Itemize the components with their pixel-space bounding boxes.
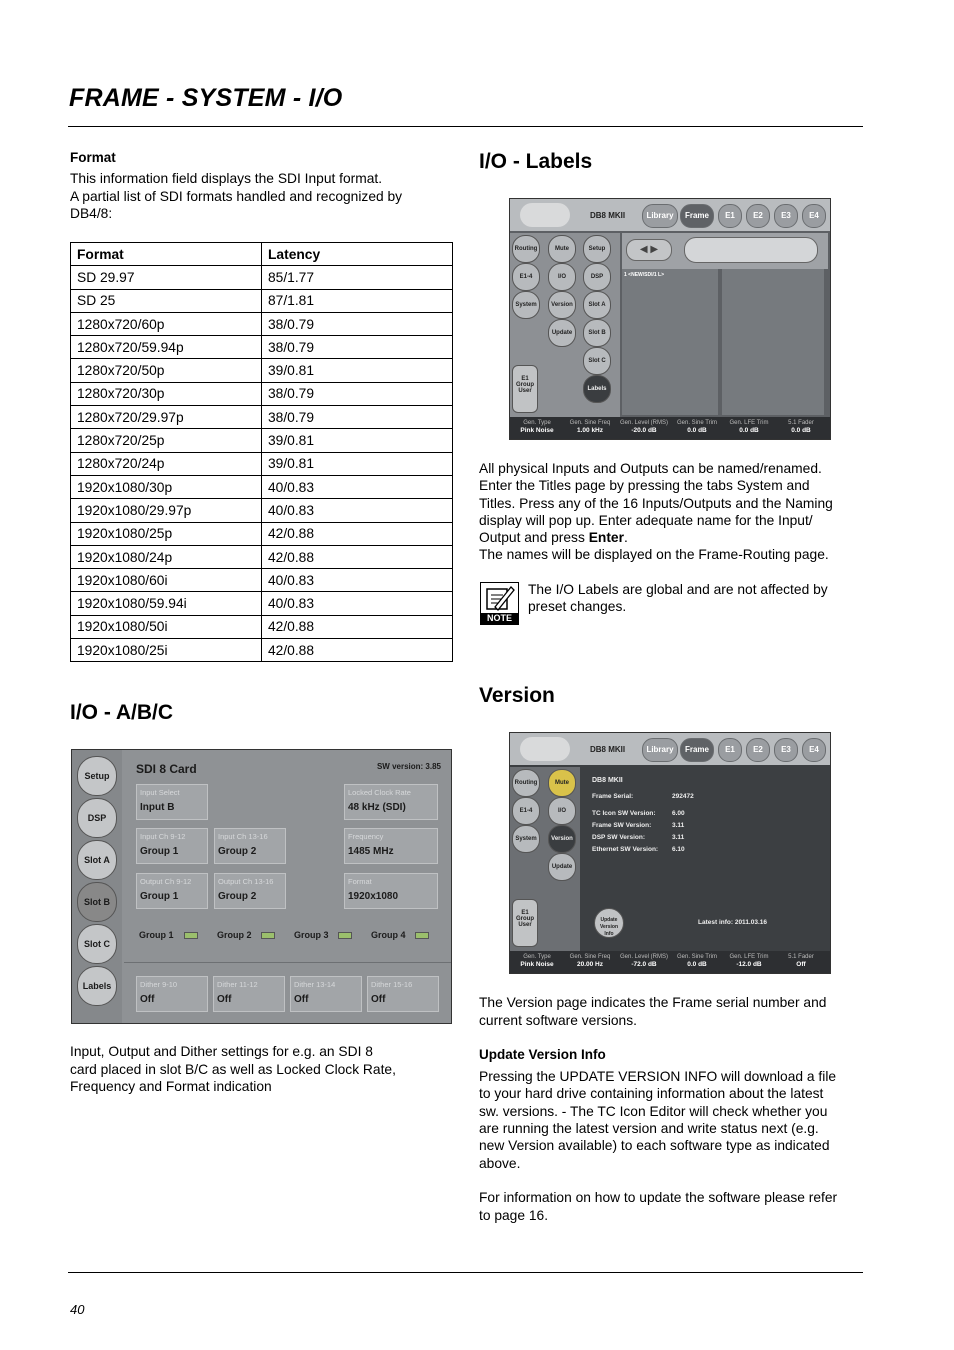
- tab-e2[interactable]: E2: [746, 204, 770, 228]
- sdi-card-screenshot: [71, 749, 452, 1024]
- table-row: [71, 615, 453, 638]
- latency-cell: 39/0.81: [262, 429, 453, 452]
- eth-sw-value: 6.10: [672, 846, 685, 853]
- tab-e3[interactable]: E3: [774, 204, 798, 228]
- table-row: [71, 382, 453, 405]
- refer-text-2: to page 16.: [479, 1208, 549, 1223]
- latency-cell: 87/1.81: [262, 289, 453, 312]
- tab-e4[interactable]: E4: [802, 204, 826, 228]
- setup-button[interactable]: Setup: [583, 235, 611, 263]
- input-select-field[interactable]: Input Select Input B: [136, 784, 208, 820]
- dsp-button[interactable]: DSP: [583, 263, 611, 291]
- labels-button[interactable]: Labels: [583, 375, 611, 403]
- top-rule: [68, 126, 863, 127]
- dither-15-16-field[interactable]: Dither 15-16 Off: [367, 976, 439, 1012]
- abc-caption-2: card placed in slot B/C as well as Locked Clock Rate,: [70, 1062, 396, 1077]
- frame-sw-value: 3.11: [672, 822, 685, 829]
- e1-4-button[interactable]: E1-4: [512, 263, 540, 291]
- dsp-sw-label: DSP SW Version:: [592, 834, 645, 841]
- tab-frame[interactable]: Frame: [680, 738, 714, 762]
- format-text-3: DB4/8:: [70, 206, 113, 221]
- io-button[interactable]: I/O: [548, 263, 576, 291]
- update-button[interactable]: Update: [548, 853, 576, 881]
- footer-sine-freq: Gen. Sine Freq 1.00 kHz: [569, 420, 611, 434]
- footer-sine-freq: Gen. Sine Freq 20.00 Hz: [569, 954, 611, 968]
- outputs-list[interactable]: [722, 269, 824, 415]
- format-cell: 1920x1080/24p: [71, 545, 262, 568]
- name-input[interactable]: [684, 237, 818, 263]
- user-box[interactable]: E1 Group User: [512, 899, 538, 947]
- latency-cell: 39/0.81: [262, 452, 453, 475]
- table-row: [71, 569, 453, 592]
- latest-info: Latest info: 2011.03.16: [698, 919, 768, 926]
- abc-caption-1: Input, Output and Dither settings for e.g. an SDI 8: [70, 1044, 373, 1059]
- latency-cell: 38/0.79: [262, 406, 453, 429]
- labels-side: [510, 233, 620, 417]
- abc-heading: I/O - A/B/C: [70, 701, 174, 724]
- format-display: Format 1920x1080: [344, 873, 438, 909]
- tc-logo: [520, 203, 570, 227]
- footer-level: Gen. Level (RMS) -72.0 dB: [619, 954, 668, 968]
- input-ch-13-16-field[interactable]: Input Ch 13-16 Group 2: [214, 828, 286, 864]
- user-box[interactable]: E1 Group User: [512, 365, 538, 413]
- group-3-label: Group 3: [294, 930, 329, 940]
- footer-level: Gen. Level (RMS) -20.0 dB: [619, 420, 668, 434]
- table-row: [71, 592, 453, 615]
- group-1-label: Group 1: [139, 930, 174, 940]
- pencil-icon: [481, 583, 518, 613]
- bottom-rule: [68, 1272, 863, 1273]
- footer-sine-trim: Gen. Sine Trim 0.0 dB: [676, 954, 717, 968]
- labels-screenshot: [509, 198, 831, 440]
- update-version-info-button[interactable]: Update Version Info: [594, 908, 624, 938]
- frame-sw-label: Frame SW Version:: [592, 822, 652, 829]
- frequency-display: Frequency 1485 MHz: [344, 828, 438, 864]
- update-text-2: to your hard drive containing information about the latest: [479, 1086, 824, 1101]
- format-cell: 1920x1080/29.97p: [71, 499, 262, 522]
- table-row: [71, 289, 453, 312]
- latency-cell: 42/0.88: [262, 615, 453, 638]
- frame-serial-label: Frame Serial:: [592, 793, 634, 800]
- table-row: [71, 429, 453, 452]
- routing-button[interactable]: Routing: [512, 769, 540, 797]
- latency-cell: 42/0.88: [262, 545, 453, 568]
- tab-frame[interactable]: Frame: [680, 204, 714, 228]
- group-2-label: Group 2: [217, 930, 252, 940]
- format-cell: 1280x720/24p: [71, 452, 262, 475]
- labels-button[interactable]: Labels: [77, 966, 117, 1006]
- format-cell: 1920x1080/60i: [71, 569, 262, 592]
- tab-e1[interactable]: E1: [718, 204, 742, 228]
- table-row: [71, 312, 453, 335]
- labels-para-4: display will pop up. Enter adequate name for the Input/: [479, 513, 813, 528]
- latency-cell: 40/0.83: [262, 475, 453, 498]
- format-cell: 1920x1080/59.94i: [71, 592, 262, 615]
- latency-cell: 40/0.83: [262, 592, 453, 615]
- footer-sine-trim: Gen. Sine Trim 0.0 dB: [676, 420, 717, 434]
- slot-c-button[interactable]: Slot C: [583, 347, 611, 375]
- note-label: NOTE: [481, 613, 518, 624]
- labels-para-6: The names will be displayed on the Frame-Routing page.: [479, 547, 829, 562]
- format-cell: 1920x1080/25p: [71, 522, 262, 545]
- group-2-led: [261, 932, 275, 939]
- table-row: [71, 499, 453, 522]
- latency-cell: 38/0.79: [262, 312, 453, 335]
- arrow-buttons[interactable]: ◀ ▶: [626, 239, 672, 261]
- name-entry-area: [622, 233, 828, 269]
- version-para-2: current software versions.: [479, 1013, 637, 1028]
- format-cell: 1920x1080/30p: [71, 475, 262, 498]
- labels-topbar: [510, 199, 830, 231]
- tab-e4[interactable]: E4: [802, 738, 826, 762]
- latency-cell: 85/1.77: [262, 266, 453, 289]
- slot-a-button[interactable]: Slot A: [77, 840, 117, 880]
- version-title: DB8 MKII: [592, 777, 623, 784]
- routing-button[interactable]: Routing: [512, 235, 540, 263]
- divider: [124, 962, 451, 963]
- device-name: DB8 MKII: [590, 745, 626, 754]
- tc-logo: [520, 737, 570, 761]
- table-row: [71, 359, 453, 382]
- format-cell: 1920x1080/50i: [71, 615, 262, 638]
- system-button[interactable]: System: [512, 825, 540, 853]
- system-button[interactable]: System: [512, 291, 540, 319]
- slot-c-button[interactable]: Slot C: [77, 924, 117, 964]
- labels-para-5: Output and press Enter.: [479, 530, 628, 545]
- format-cell: 1280x720/30p: [71, 382, 262, 405]
- dither-11-12-field[interactable]: Dither 11-12 Off: [213, 976, 285, 1012]
- table-row: [71, 522, 453, 545]
- format-text-2: A partial list of SDI formats handled and recognized by: [70, 189, 403, 204]
- latency-cell: 42/0.88: [262, 639, 453, 662]
- format-cell: 1920x1080/25i: [71, 639, 262, 662]
- output-ch-13-16-field[interactable]: Output Ch 13-16 Group 2: [214, 873, 286, 909]
- footer-fader: 5.1 Fader 0.0 dB: [788, 420, 814, 434]
- labels-para-1: All physical Inputs and Outputs can be named/renamed.: [479, 461, 822, 476]
- latency-cell: 38/0.79: [262, 382, 453, 405]
- latency-cell: 40/0.83: [262, 569, 453, 592]
- format-cell: 1280x720/25p: [71, 429, 262, 452]
- io-button[interactable]: I/O: [548, 797, 576, 825]
- refer-text-1: For information on how to update the software please refer: [479, 1190, 838, 1205]
- table-row: [71, 545, 453, 568]
- locked-clock-display: Locked Clock Rate 48 kHz (SDI): [344, 784, 438, 820]
- tc-icon-label: TC Icon SW Version:: [592, 810, 656, 817]
- footer-lfe-trim: Gen. LFE Trim 0.0 dB: [729, 420, 769, 434]
- group-4-label: Group 4: [371, 930, 406, 940]
- table-row: [71, 266, 453, 289]
- group-1-led: [184, 932, 198, 939]
- tab-e2[interactable]: E2: [746, 738, 770, 762]
- version-footer: [510, 951, 830, 973]
- update-text-1: Pressing the UPDATE VERSION INFO will download a file: [479, 1069, 837, 1084]
- format-cell: SD 29.97: [71, 266, 262, 289]
- tab-e1[interactable]: E1: [718, 738, 742, 762]
- dither-13-14-field[interactable]: Dither 13-14 Off: [290, 976, 362, 1012]
- input-ch-9-12-field[interactable]: Input Ch 9-12 Group 1: [136, 828, 208, 864]
- dsp-button[interactable]: DSP: [77, 798, 117, 838]
- tab-e3[interactable]: E3: [774, 738, 798, 762]
- inputs-list[interactable]: [622, 269, 718, 415]
- table-row: [71, 475, 453, 498]
- eth-sw-label: Ethernet SW Version:: [592, 846, 659, 853]
- note-icon: [480, 582, 519, 625]
- update-text-3: sw. versions. - The TC Icon Editor will check whether you: [479, 1104, 828, 1119]
- note-text-1: The I/O Labels are global and are not affected by: [528, 582, 828, 597]
- version-heading: Version: [479, 684, 555, 707]
- footer-fader: 5.1 Fader Off: [788, 954, 814, 968]
- tab-library[interactable]: Library: [642, 204, 678, 228]
- sw-version: SW version: 3.85: [376, 762, 441, 771]
- latency-cell: 40/0.83: [262, 499, 453, 522]
- setup-button[interactable]: Setup: [77, 756, 117, 796]
- dither-9-10-field[interactable]: Dither 9-10 Off: [136, 976, 208, 1012]
- sdi-side-panel: [72, 750, 122, 1023]
- table-row: [71, 452, 453, 475]
- latency-cell: 39/0.81: [262, 359, 453, 382]
- slot-b-button[interactable]: Slot B: [77, 882, 117, 922]
- abc-caption-3: Frequency and Format indication: [70, 1079, 272, 1094]
- column-header-latency: Latency: [262, 243, 453, 266]
- output-ch-9-12-field[interactable]: Output Ch 9-12 Group 1: [136, 873, 208, 909]
- update-button[interactable]: Update: [548, 319, 576, 347]
- version-side: [510, 767, 580, 951]
- device-name: DB8 MKII: [590, 211, 626, 220]
- table-row: [71, 639, 453, 662]
- mute-button[interactable]: Mute: [548, 235, 576, 263]
- latency-cell: 38/0.79: [262, 336, 453, 359]
- group-4-led: [415, 932, 429, 939]
- footer-gen-type: Gen. Type Pink Noise: [520, 420, 554, 434]
- format-cell: SD 25: [71, 289, 262, 312]
- column-header-format: Format: [71, 243, 262, 266]
- update-text-4: are running the latest version and write status next (e.g.: [479, 1121, 819, 1136]
- format-text-1: This information field displays the SDI Input format.: [70, 171, 383, 186]
- page-title: FRAME - SYSTEM - I/O: [69, 84, 343, 112]
- sdi-card-title: SDI 8 Card: [136, 762, 197, 776]
- format-heading: Format: [70, 150, 116, 165]
- latency-cell: 42/0.88: [262, 522, 453, 545]
- labels-para-2: Enter the Titles page by pressing the tabs System and: [479, 478, 810, 493]
- list-item[interactable]: 1 <NEW/SDI/1 L>: [624, 272, 665, 278]
- table-row: [71, 336, 453, 359]
- format-latency-table: [70, 242, 453, 662]
- version-topbar: [510, 733, 830, 765]
- table-header-row: [71, 243, 453, 266]
- labels-heading: I/O - Labels: [479, 150, 593, 173]
- version-button[interactable]: Version: [548, 291, 576, 319]
- slot-a-button[interactable]: Slot A: [583, 291, 611, 319]
- e1-4-button[interactable]: E1-4: [512, 797, 540, 825]
- format-cell: 1280x720/29.97p: [71, 406, 262, 429]
- group-3-led: [338, 932, 352, 939]
- sdi-main-panel: [124, 750, 451, 1023]
- update-text-5: new Version available) to each software type as indicated: [479, 1138, 830, 1153]
- labels-footer: [510, 417, 830, 439]
- version-para-1: The Version page indicates the Frame serial number and: [479, 995, 827, 1010]
- tc-icon-value: 6.00: [672, 810, 685, 817]
- page-number: 40: [70, 1302, 85, 1317]
- format-cell: 1280x720/59.94p: [71, 336, 262, 359]
- update-version-heading: Update Version Info: [479, 1047, 606, 1062]
- version-screenshot: [509, 732, 831, 974]
- format-cell: 1280x720/50p: [71, 359, 262, 382]
- format-cell: 1280x720/60p: [71, 312, 262, 335]
- mute-button[interactable]: Mute: [548, 769, 576, 797]
- table-row: [71, 406, 453, 429]
- footer-lfe-trim: Gen. LFE Trim -12.0 dB: [729, 954, 769, 968]
- frame-serial-value: 292472: [672, 793, 694, 800]
- dsp-sw-value: 3.11: [672, 834, 685, 841]
- tab-library[interactable]: Library: [642, 738, 678, 762]
- footer-gen-type: Gen. Type Pink Noise: [520, 954, 554, 968]
- version-button[interactable]: Version: [548, 825, 576, 853]
- labels-para-3: Titles. Press any of the 16 Inputs/Outputs and the Naming: [479, 496, 833, 511]
- slot-b-button[interactable]: Slot B: [583, 319, 611, 347]
- note-text-2: preset changes.: [528, 599, 627, 614]
- update-text-6: above.: [479, 1156, 521, 1171]
